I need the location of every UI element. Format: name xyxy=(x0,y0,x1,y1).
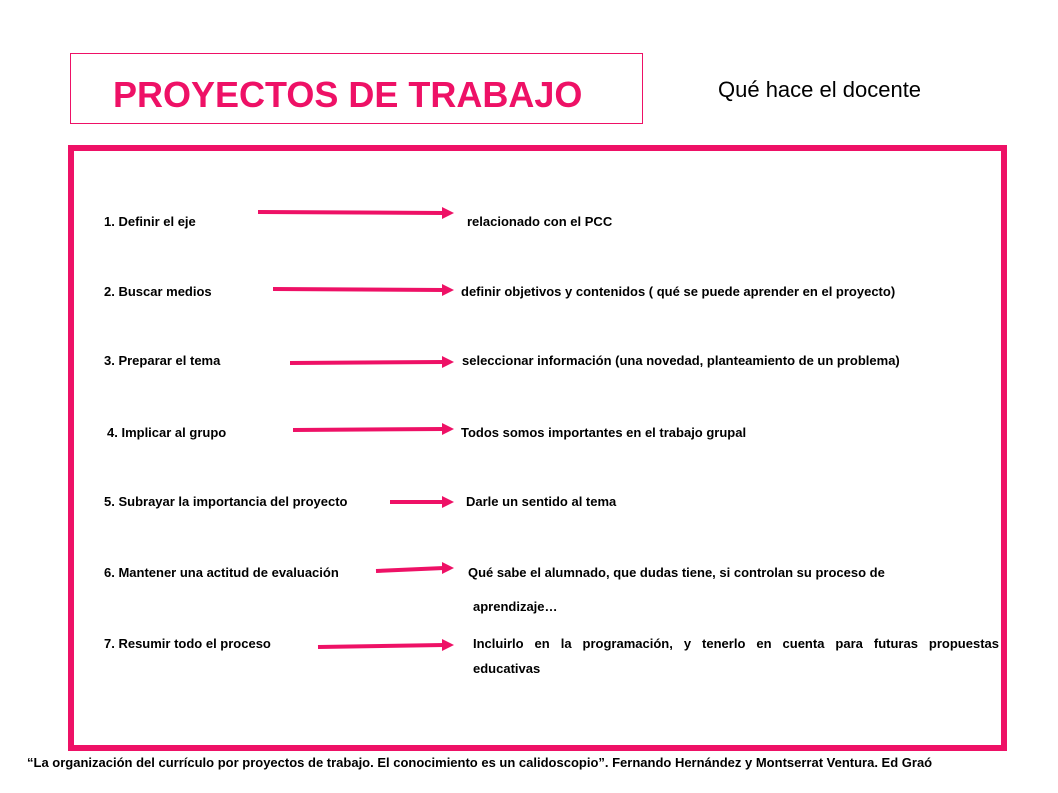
step-7-label: 7. Resumir todo el proceso xyxy=(104,636,271,651)
step-6-label: 6. Mantener una actitud de evaluación xyxy=(104,565,339,580)
arrow-5 xyxy=(390,496,454,508)
step-2-label: 2. Buscar medios xyxy=(104,284,212,299)
step-4-label: 4. Implicar al grupo xyxy=(107,425,227,440)
step-7-description-cont: educativas xyxy=(473,661,541,676)
step-4-description: Todos somos importantes en el trabajo grupal xyxy=(461,425,747,440)
step-7-description: Incluirlo en la programación, y tenerlo en cuenta para futuras propuestas xyxy=(473,636,999,651)
arrow-3 xyxy=(290,356,454,368)
step-6-description-cont: aprendizaje… xyxy=(473,599,558,614)
step-3-description: seleccionar información (una novedad, planteamiento de un problema) xyxy=(462,353,900,368)
step-2-description: definir objetivos y contenidos ( qué se puede aprender en el proyecto) xyxy=(461,284,896,299)
step-5-description: Darle un sentido al tema xyxy=(466,494,617,509)
step-5-label: 5. Subrayar la importancia del proyecto xyxy=(104,494,348,509)
arrow-2 xyxy=(273,284,454,296)
step-3-label: 3. Preparar el tema xyxy=(104,353,221,368)
arrow-6 xyxy=(376,562,454,574)
step-1-description: relacionado con el PCC xyxy=(467,214,613,229)
step-1-label: 1. Definir el eje xyxy=(104,214,196,229)
arrow-4 xyxy=(293,423,454,435)
step-6-description: Qué sabe el alumnado, que dudas tiene, si controlan su proceso de xyxy=(468,565,885,580)
page-subtitle: Qué hace el docente xyxy=(718,77,922,102)
arrow-7 xyxy=(318,639,454,651)
arrow-1 xyxy=(258,207,454,219)
page-title: PROYECTOS DE TRABAJO xyxy=(113,74,583,115)
citation: “La organización del currículo por proyectos de trabajo. El conocimiento es un calidoscopio”. Fernando Hernández y Montserrat Ventura. Ed Graó xyxy=(27,755,933,770)
